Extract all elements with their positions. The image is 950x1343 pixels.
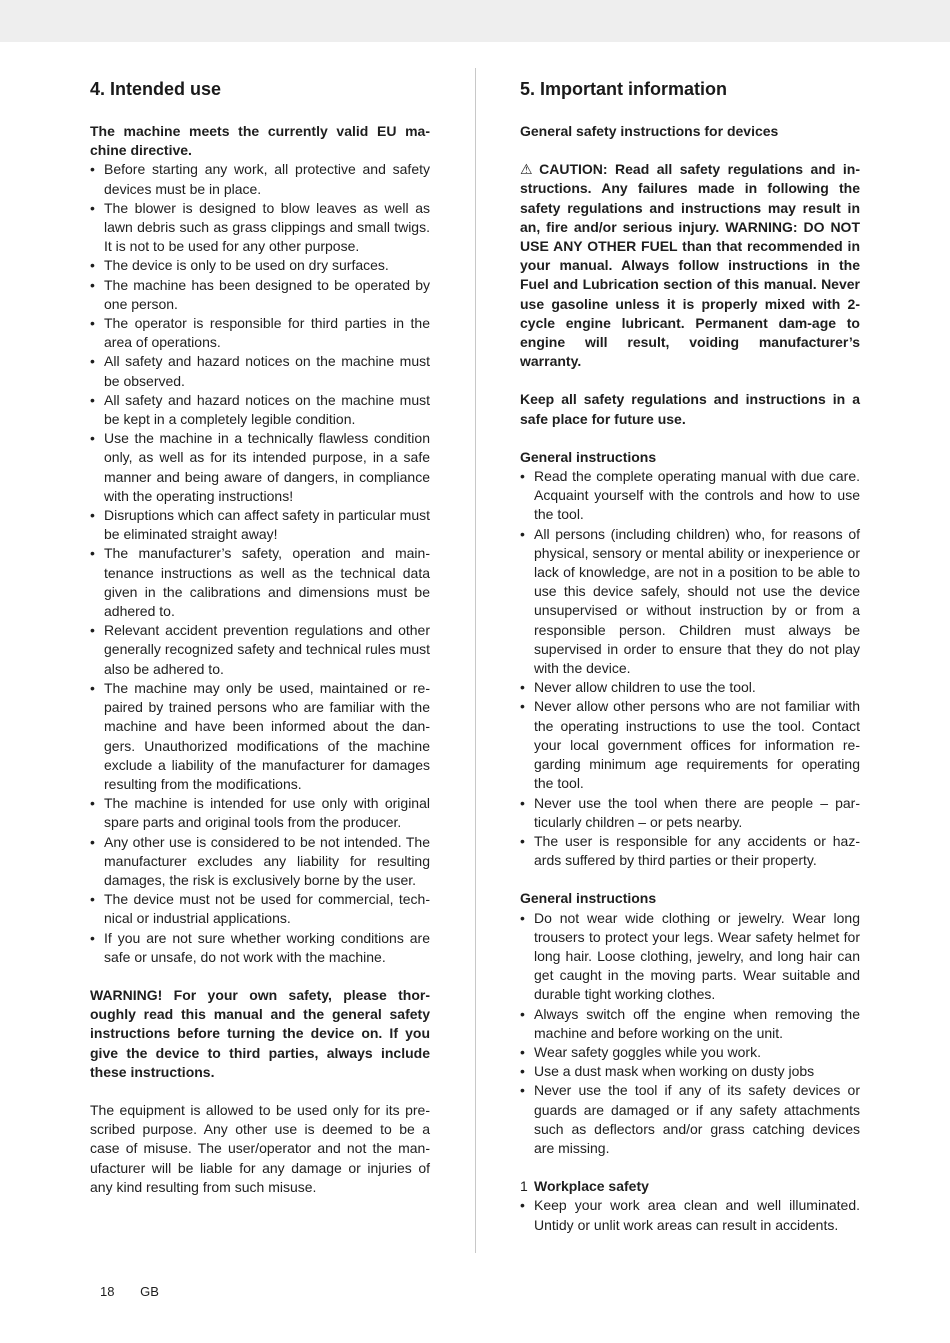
warning-triangle-icon: ⚠ xyxy=(520,161,537,178)
top-band xyxy=(0,0,950,42)
list-item: • All safety and hazard notices on the machine must be kept in a completely legible condition. xyxy=(90,391,430,429)
column-divider xyxy=(475,68,476,1253)
general-instructions-heading-2: General instructions xyxy=(520,890,657,907)
eu-directive-statement: The machine meets the currently valid EU ma-chine directive. xyxy=(90,123,430,159)
list-item: • Use a dust mask when working on dusty jobs xyxy=(520,1062,860,1081)
list-item: • Before starting any work, all protective and safety devices must be in place. xyxy=(90,160,430,198)
device-safety-subheading: General safety instructions for devices xyxy=(520,123,779,139)
list-item: • Do not wear wide clothing or jewelry. Wear long trousers to protect your legs. Wear safety helmet for long hair. Loose clothing, jewelry, and long hair can get caught in the moving parts. Wear suitable and durable tight working clothes. xyxy=(520,909,860,1005)
list-item: • The device must not be used for commercial, tech-nical or industrial applications. xyxy=(90,890,430,928)
left-column xyxy=(90,78,430,1197)
list-item: • The machine may only be used, maintained or re-paired by trained persons who are familiar with the machine and have been informed about the dan-gers. Unauthorized modifications of the machine exclude a liability of the manufacturer for damages resulting from the modifications. xyxy=(90,679,430,794)
caution-text: CAUTION: Read all safety regulations and in-structions. Any failures made in following the safety regulations and instructions may result in an, fire and/or serious injury. WARNING: DO NOT USE ANY OTHER FUEL than that recommended in your manual. Always follow instructions in the Fuel and Lubrication section of this manual. Never use gasoline unless it is properly mixed with 2-cycle engine lubricant. Permanent dam-age to engine will result, voiding manufacturer’s warranty. xyxy=(520,161,860,370)
general-instructions-list-2 xyxy=(520,909,860,1159)
workplace-safety-title: Workplace safety xyxy=(534,1178,649,1195)
language-code: GB xyxy=(140,1284,159,1299)
important-information-heading: 5. Important information xyxy=(520,79,727,99)
list-item: • Never use the tool if any of its safety devices or guards are damaged or if any safety attachments such as deflectors and/or grass catching devices are missing. xyxy=(520,1081,860,1158)
list-item: • Wear safety goggles while you work. xyxy=(520,1043,860,1062)
list-item: • Always switch off the engine when removing the machine and before working on the unit. xyxy=(520,1005,860,1043)
page-footer xyxy=(100,1284,181,1299)
list-item: • All persons (including children) who, for reasons of physical, sensory or mental ability or inexperience or lack of knowledge, are not in a position to be able to use this device safely, should not use the device unsupervised or without instruction by or from a responsible person. Children must always be supervised in order to ensure that they do not play with the device. xyxy=(520,525,860,679)
list-item: • All safety and hazard notices on the machine must be observed. xyxy=(90,352,430,390)
list-item: • Any other use is considered to be not intended. The manufacturer excludes any liability for resulting damages, the risk is exclusively borne by the user. xyxy=(90,833,430,891)
list-item: • The user is responsible for any accidents or haz-ards suffered by third parties or their property. xyxy=(520,832,860,870)
list-item: • The machine is intended for use only with original spare parts and original tools from the producer. xyxy=(90,794,430,832)
keep-instructions-paragraph: Keep all safety regulations and instructions in a safe place for future use. xyxy=(520,391,860,427)
list-item: • The machine has been designed to be operated by one person. xyxy=(90,276,430,314)
intended-use-heading: 4. Intended use xyxy=(90,79,222,99)
list-item: • Keep your work area clean and well illuminated. Untidy or unlit work areas can result in accidents. xyxy=(520,1196,860,1234)
caution-paragraph xyxy=(520,160,860,371)
workplace-safety-list xyxy=(520,1196,860,1234)
workplace-safety-number: 1 xyxy=(520,1178,528,1195)
list-item: • The device is only to be used on dry surfaces. xyxy=(90,256,430,275)
list-item: • Read the complete operating manual with due care. Acquaint yourself with the controls and how to use the tool. xyxy=(520,467,860,525)
list-item: • Never use the tool when there are people – par-ticularly children – or pets nearby. xyxy=(520,794,860,832)
list-item: • Relevant accident prevention regulations and other generally recognized safety and technical rules must also be adhered to. xyxy=(90,621,430,679)
right-column xyxy=(520,78,860,1235)
general-instructions-heading-1: General instructions xyxy=(520,448,657,465)
misuse-paragraph: The equipment is allowed to be used only for its pre-scribed purpose. Any other use is deemed to be a case of misuse. The user/operator and not the man-ufacturer will be liable for any damage or injuries of any kind resulting from such misuse. xyxy=(90,1101,430,1195)
list-item: • Never allow other persons who are not familiar with the operating instructions to use the tool. Contact your local government offices for information re-garding minimum age requirements for operating the tool. xyxy=(520,697,860,793)
list-item: • The manufacturer’s safety, operation and main-tenance instructions as well as the technical data given in the calibrations and dimensions must be adhered to. xyxy=(90,544,430,621)
list-item: • Disruptions which can affect safety in particular must be eliminated straight away! xyxy=(90,506,430,544)
page-number: 18 xyxy=(100,1284,115,1299)
warning-paragraph: WARNING! For your own safety, please thor-oughly read this manual and the general safety instructions before turning the device on. If you give the device to third parties, always include these instructions. xyxy=(90,986,430,1080)
list-item: • The operator is responsible for third parties in the area of operations. xyxy=(90,314,430,352)
general-instructions-list-1 xyxy=(520,467,860,870)
list-item: • The blower is designed to blow leaves as well as lawn debris such as grass clippings and small twigs. It is not to be used for any other purpose. xyxy=(90,199,430,257)
list-item: • Use the machine in a technically flawless condition only, as well as for its intended purpose, in a safe manner and being aware of dangers, in compliance with the operating instructions! xyxy=(90,429,430,506)
list-item: • If you are not sure whether working conditions are safe or unsafe, do not work with the machine. xyxy=(90,929,430,967)
intended-use-list xyxy=(90,160,430,967)
list-item: • Never allow children to use the tool. xyxy=(520,678,860,697)
workplace-safety-heading xyxy=(520,1177,860,1196)
